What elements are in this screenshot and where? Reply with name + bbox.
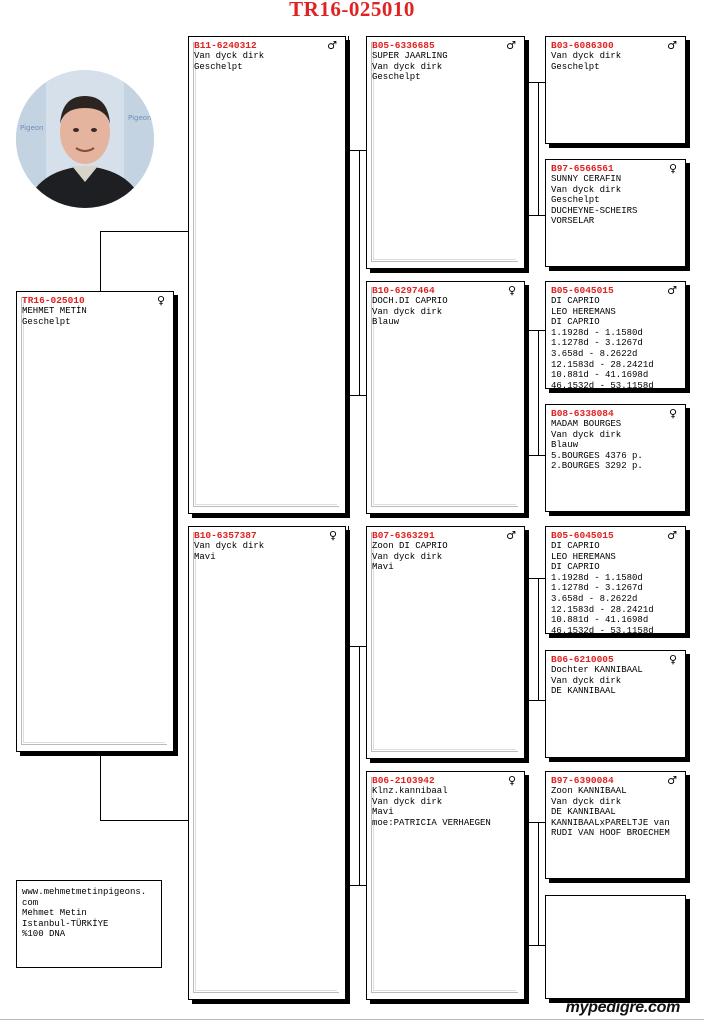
female-icon: ♀	[668, 653, 677, 666]
result: 12.1583d - 28.2421d	[551, 359, 654, 370]
ring-number: B05-6045015	[551, 285, 614, 296]
breeder: Van dyck dirk	[372, 306, 443, 317]
result: 12.1583d - 28.2421d	[551, 604, 654, 615]
note: KANNIBAALxPARELTJE van	[551, 817, 670, 828]
dam-sire-card[interactable]	[366, 526, 525, 759]
pigeon-color: Geschelpt	[372, 72, 421, 83]
result: 1.1928d - 1.1580d	[551, 572, 643, 583]
sire-dam-dam-card[interactable]	[545, 404, 686, 512]
dam-dam-dam-card[interactable]	[545, 895, 686, 999]
ring-number: B08-6338084	[551, 408, 614, 419]
female-icon: ♀	[507, 774, 516, 787]
ring-number: B07-6363291	[372, 530, 435, 541]
sire-sire-dam-card[interactable]	[545, 159, 686, 267]
breeder: Van dyck dirk	[551, 184, 622, 195]
svg-text:Pigeon: Pigeon	[20, 124, 44, 132]
result: 10.881d - 41.1698d	[551, 370, 649, 381]
pigeon-name: MEHMET METİN	[22, 306, 87, 316]
pigeon-name: DI CAPRIO	[551, 296, 600, 306]
sire-dam-sire-card[interactable]	[545, 281, 686, 389]
ring-number: B06-2103942	[372, 775, 435, 786]
pigeon-name: Dochter KANNIBAAL	[551, 665, 643, 675]
result: 3.658d - 8.2622d	[551, 593, 638, 604]
male-icon: ♂	[667, 39, 677, 52]
page-title: TR16-025010	[289, 0, 415, 21]
sire-sire-card[interactable]	[366, 36, 525, 269]
breeder: Van dyck dirk	[372, 551, 443, 562]
ring-number: B97-6390084	[551, 775, 614, 786]
brand-logo: mypedigre.com	[565, 999, 680, 1016]
sire-card[interactable]	[188, 36, 346, 514]
male-icon: ♂	[667, 774, 677, 787]
pigeon-color: Mavi	[372, 562, 394, 573]
dam-sire-dam-card[interactable]	[545, 650, 686, 758]
female-icon: ♀	[668, 407, 677, 420]
note: DUCHEYNE-SCHEIRS	[551, 205, 638, 216]
result: 1.1278d - 3.1267d	[551, 338, 643, 349]
female-icon: ♀	[328, 529, 337, 542]
website-line-1: www.mehmetmetinpigeons.	[22, 887, 147, 897]
pigeon-name: Zoon DI CAPRIO	[372, 541, 448, 551]
pigeon-name: SUNNY CERAFIN	[551, 174, 622, 184]
owner-photo	[16, 70, 154, 208]
breeder: Van dyck dirk	[194, 541, 265, 551]
breeder: Van dyck dirk	[551, 51, 622, 61]
note: DE KANNIBAAL	[551, 807, 616, 818]
ring-number: B05-6045015	[551, 530, 614, 541]
dam-card[interactable]	[188, 526, 346, 1000]
breeder: Van dyck dirk	[551, 796, 622, 807]
ring-number: B10-6297464	[372, 285, 435, 296]
pigeon-name: Zoon KANNIBAAL	[551, 786, 627, 796]
dna-note: %100 DNA	[22, 929, 66, 939]
pigeon-name: MADAM BOURGES	[551, 419, 622, 429]
website-line-2: com	[22, 897, 39, 908]
dam-dam-sire-card[interactable]	[545, 771, 686, 879]
breeder: Van dyck dirk	[372, 61, 443, 72]
note: VORSELAR	[551, 216, 595, 227]
male-icon: ♂	[667, 529, 677, 542]
pigeon-color: Blauw	[551, 440, 579, 451]
subject-card[interactable]	[16, 291, 174, 752]
result: 46.1532d - 53.1158d	[551, 625, 654, 634]
female-icon: ♀	[156, 294, 165, 307]
sire-dam-card[interactable]	[366, 281, 525, 514]
note: DI CAPRIO	[551, 562, 600, 573]
breeder: Van dyck dirk	[372, 796, 443, 807]
ring-number: B97-6566561	[551, 163, 614, 174]
breeder: Van dyck dirk	[194, 51, 265, 61]
pigeon-color: Mavi	[372, 807, 394, 818]
note: RUDI VAN HOOF BROECHEM	[551, 828, 670, 839]
pigeon-color: Geschelpt	[551, 61, 600, 72]
sire-sire-sire-card[interactable]	[545, 36, 686, 144]
male-icon: ♂	[667, 284, 677, 297]
ring-number: B03-6086300	[551, 40, 614, 51]
result: 3.658d - 8.2622d	[551, 348, 638, 359]
breeder: Van dyck dirk	[551, 675, 622, 686]
ring-number: B06-6210005	[551, 654, 614, 665]
dam-dam-card[interactable]	[366, 771, 525, 1000]
pigeon-name: DI CAPRIO	[551, 541, 600, 551]
pigeon-name: Klnz.kannibaal	[372, 786, 448, 796]
pigeon-name: SUPER JAARLING	[372, 51, 448, 61]
owner-location: Istanbul-TÜRKİYE	[22, 918, 109, 929]
ring-number: B05-6336685	[372, 40, 435, 51]
ring-number: B11-6240312	[194, 40, 257, 51]
result: 1.1278d - 3.1267d	[551, 583, 643, 594]
svg-text:Pigeon: Pigeon	[128, 114, 152, 122]
male-icon: ♂	[327, 39, 337, 52]
note: DE KANNIBAAL	[551, 686, 616, 697]
female-icon: ♀	[507, 284, 516, 297]
owner-name: Mehmet Metin	[22, 908, 87, 918]
result: 46.1532d - 53.1158d	[551, 380, 654, 389]
pigeon-name: DOCH.DI CAPRIO	[372, 296, 448, 306]
owner-info-box	[16, 880, 162, 968]
dam-sire-sire-card[interactable]	[545, 526, 686, 634]
breeder: LEO HEREMANS	[551, 306, 616, 317]
male-icon: ♂	[506, 39, 516, 52]
result: 1.1928d - 1.1580d	[551, 327, 643, 338]
result: 5.BOURGES 4376 p.	[551, 450, 643, 461]
result: 10.881d - 41.1698d	[551, 615, 649, 626]
ring-number: TR16-025010	[22, 295, 85, 306]
result: 2.BOURGES 3292 p.	[551, 461, 643, 472]
divider	[0, 1019, 704, 1020]
pigeon-color: Geschelpt	[551, 195, 600, 206]
pigeon-color: Mavi	[194, 551, 216, 562]
note: DI CAPRIO	[551, 317, 600, 328]
pigeon-color: Geschelpt	[194, 61, 243, 72]
pigeon-color: Blauw	[372, 317, 400, 328]
breeder: LEO HEREMANS	[551, 551, 616, 562]
male-icon: ♂	[506, 529, 516, 542]
note: moe:PATRICIA VERHAEGEN	[372, 817, 491, 828]
breeder: Van dyck dirk	[551, 429, 622, 440]
female-icon: ♀	[668, 162, 677, 175]
ring-number: B10-6357387	[194, 530, 257, 541]
pigeon-color: Geschelpt	[22, 316, 71, 327]
